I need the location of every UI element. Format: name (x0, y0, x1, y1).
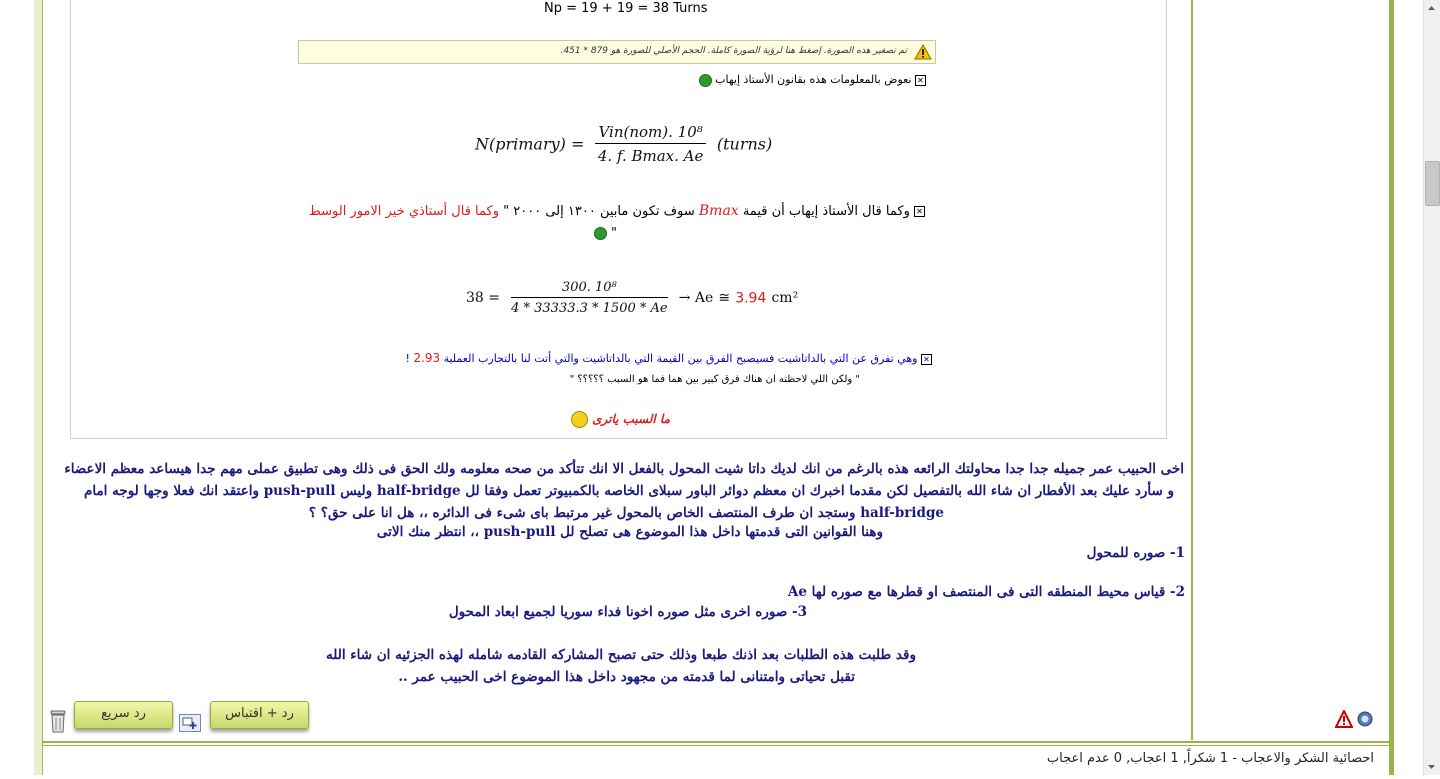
reply-line: 2- قياس محيط المنطقه التى فى المنتصف او قطرها مع صوره لها Ae (787, 584, 1185, 600)
formula2-approx: ≅ (718, 290, 731, 306)
formula1-lhs: N(primary) = (475, 134, 585, 154)
formula2-value: 3.94 (735, 290, 767, 307)
bmax-text-1: وكما قال الأستاذ إيهاب أن قيمة (742, 204, 910, 219)
resize-notice-text: تم تصغير هذه الصورة. إضغط هنا لرؤية الصورة كاملة. الحجم الأصلي للصورة هو 879 * 451. (560, 46, 907, 56)
report-post-icon[interactable] (1335, 710, 1353, 728)
np-formula-line: Np = 19 + 19 = 38 Turns (544, 1, 708, 16)
formula2-lhs: 38 = (466, 290, 500, 306)
substitute-line (699, 73, 926, 87)
trash-icon[interactable] (49, 709, 67, 733)
reply-line: تقبل تحياتى وامتنانى لما قدمته من مجهود داخل هذا الموضوع اخى الحبيب عمر .. (398, 669, 855, 685)
area-formula (466, 280, 798, 316)
formula2-numerator: 300. 10⁸ (511, 280, 668, 298)
primary-turns-formula (475, 123, 772, 173)
bullet-box-icon: ✕ (915, 75, 926, 86)
quick-reply-button[interactable]: رد سريع (74, 701, 173, 729)
bmax-text-2: سوف تكون مابين ١٣٠٠ إلى ٢٠٠٠ " (503, 204, 695, 219)
formula1-rhs: (turns) (716, 134, 773, 154)
difference-suffix: ! (405, 352, 410, 365)
substitute-text: نعوض بالمعلومات هذه بقانون الأستاذ إيهاب (715, 73, 912, 86)
reason-line (571, 411, 670, 428)
reply-line: وهنا القوانين التى قدمتها داخل هذا الموضوع هى تصلح لل push-pull ،، انتظر منك الاتى (376, 524, 883, 540)
difference-line (405, 351, 932, 365)
confused-smiley-icon (571, 411, 588, 428)
multiquote-button[interactable] (179, 714, 201, 732)
formula2-arrow: → Ae (678, 290, 714, 306)
notice-line: " ولكن اللي لاحظته ان هناك فرق كبير بين هما فما هو السبب ؟؟؟؟؟ " (569, 374, 860, 385)
post-divider (43, 741, 1394, 743)
scroll-down-arrow-icon[interactable] (1423, 758, 1440, 775)
reply-line: half-bridge وستجد ان طرف المنتصف الخاص بالمحول غير مرتبط باى شىء فى الدائره ،، هل انا على حق؟ ؟ (308, 505, 944, 521)
reply-line: و سأرد عليك بعد الأفطار ان شاء الله بالتفصيل لكن مقدما اخبرك ان معظم دوائر الباور سبلاى الخاصه بالكمبيوتر تعمل وفقا لل half-bridge وليس push-pull واعتقد انك فعلا وجها لوجه امام (83, 483, 1174, 499)
formula1-denominator: 4. f. Bmax. Ae (597, 147, 704, 165)
bullet-box-icon: ✕ (914, 206, 925, 217)
bullet-box-icon: ✕ (921, 354, 932, 365)
difference-text: وهي تفرق عن التي بالداتاشيت فسيصبح الفرق بين القيمة التي بالداتاشيت والتي أتت لنا بالتجارب العملية (443, 352, 918, 365)
warning-icon (914, 44, 932, 60)
post-sidebar (1193, 0, 1389, 740)
smiley-icon (699, 74, 712, 87)
left-border (34, 0, 43, 775)
page-margin (0, 0, 34, 775)
formula2-unit: cm² (771, 290, 799, 306)
ip-info-icon[interactable] (1357, 711, 1373, 727)
reply-line: وقد طلبت هذه الطلبات بعد اذنك طبعا وذلك حتى تصبح المشاركه القادمه شامله لهذه الجزئيه ان شاء الله (326, 647, 916, 663)
quote-close-line (594, 226, 617, 241)
right-border (1389, 0, 1394, 775)
thanks-stats: احصائية الشكر والاعجاب - 1 شكراً, 1 اعجاب, 0 عدم اعجاب (1046, 751, 1374, 766)
quote-close-mark: " (611, 226, 617, 241)
reply-line: 3- صوره اخرى مثل صوره اخونا فداء سوريا لجميع ابعاد المحول (448, 604, 807, 620)
bmax-quote-red: وكما قال أستاذي خير الامور الوسط (308, 204, 499, 219)
scroll-thumb[interactable] (1425, 161, 1440, 206)
formula1-numerator: Vin(nom). 10⁸ (595, 123, 705, 144)
post-divider-thin (43, 745, 1394, 746)
difference-value: 2.93 (413, 351, 441, 365)
bmax-symbol: Bmax (698, 203, 739, 219)
bmax-line (309, 203, 925, 219)
smiley-icon (594, 227, 607, 240)
formula2-denominator: 4 * 33333.3 * 1500 * Ae (511, 301, 668, 316)
multiquote-icon (180, 715, 200, 731)
scrollbar[interactable] (1423, 0, 1440, 775)
image-resize-notice[interactable] (298, 40, 936, 64)
reason-text: ما السبب ياترى (592, 412, 670, 426)
reply-with-quote-button[interactable]: رد + اقتباس (210, 701, 309, 729)
reply-line: اخى الحبيب عمر جميله جدا جدا محاولتك الرائعه هذه بالرغم من انك لديك داتا شيت المحول بالفعل الا انك تتأكد من صحه معلومه ولك الحق فى ذلك وهى تطبيق عملى مهم جدا هيساعد معظم الاعضاء (64, 461, 1184, 477)
reply-line: 1- صوره للمحول (1086, 545, 1185, 561)
scroll-up-arrow-icon[interactable] (1423, 0, 1440, 17)
